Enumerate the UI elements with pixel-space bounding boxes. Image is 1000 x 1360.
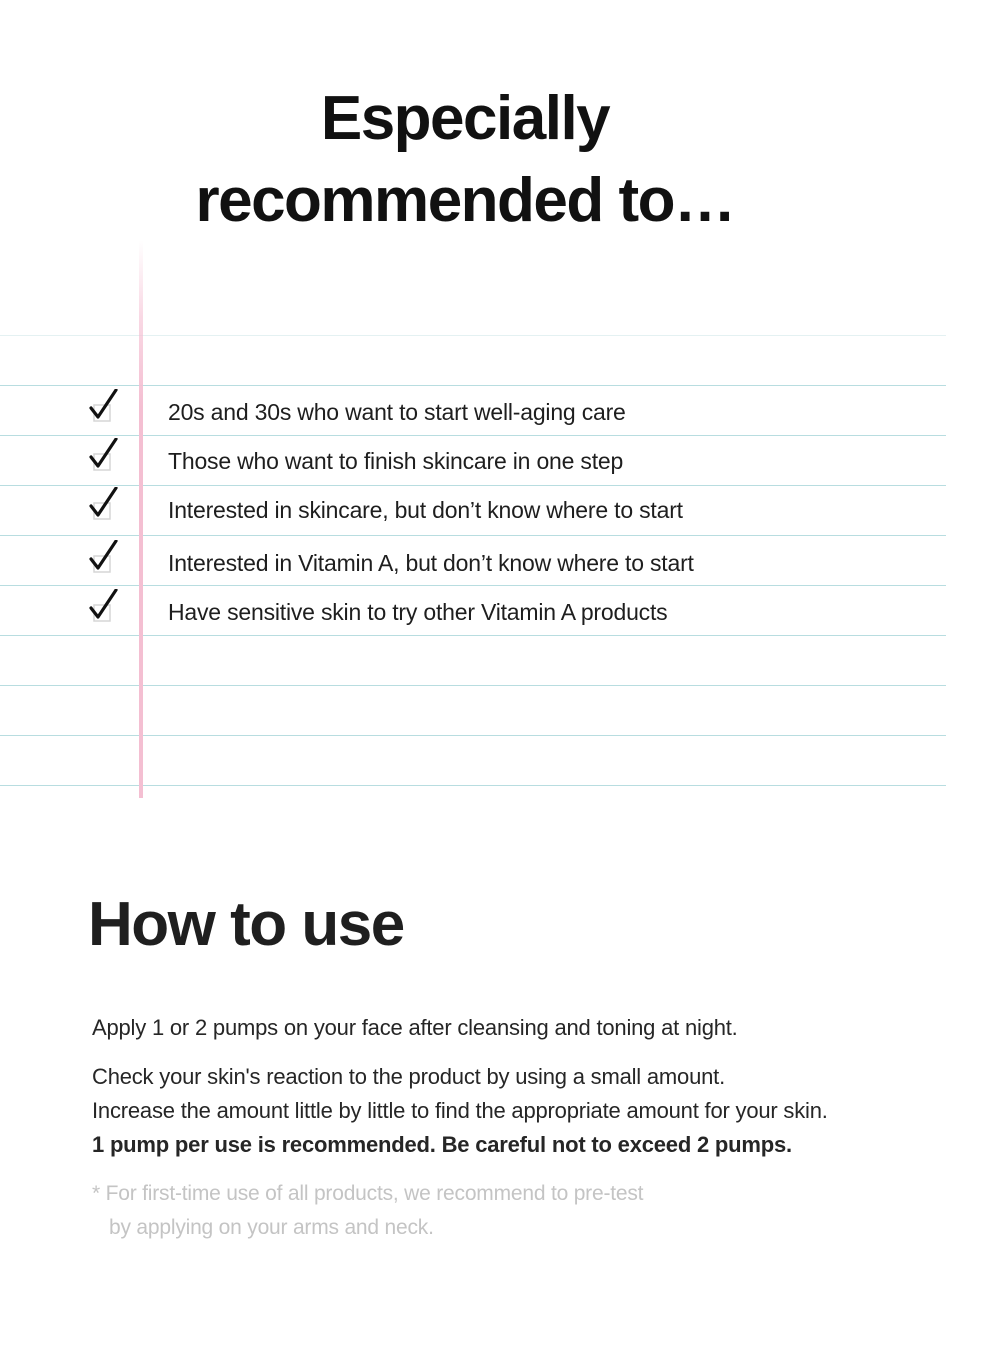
- checkmark-icon: [88, 540, 120, 576]
- checklist-item-label: Those who want to finish skincare in one step: [168, 448, 624, 474]
- how-to-use-paragraph-2-line-1: Check your skin's reaction to the product by using a small amount.: [92, 1064, 725, 1089]
- checklist-item: [0, 538, 946, 588]
- checklist-item: [0, 436, 946, 486]
- checklist-item-label: Interested in skincare, but don’t know where to start: [168, 497, 683, 523]
- checklist-item-label: Have sensitive skin to try other Vitamin A products: [168, 599, 668, 625]
- checklist-item: [0, 587, 946, 637]
- how-to-use-title: How to use: [88, 890, 404, 959]
- recommended-title: [0, 78, 930, 242]
- checkmark-icon: [88, 389, 120, 425]
- checklist-item-label: Interested in Vitamin A, but don’t know where to start: [168, 550, 694, 576]
- pretest-note: [92, 1177, 643, 1245]
- notebook-paper: [0, 240, 946, 800]
- how-to-use-paragraph-2: [92, 1060, 828, 1162]
- pretest-note-line-2: by applying on your arms and neck.: [109, 1216, 434, 1239]
- checklist-item: [0, 485, 946, 535]
- recommended-title-line2: recommended to…: [195, 166, 735, 235]
- checklist-item: [0, 387, 946, 437]
- checkmark-icon: [88, 438, 120, 474]
- how-to-use-recommendation: 1 pump per use is recommended. Be careful not to exceed 2 pumps.: [92, 1132, 792, 1157]
- how-to-use-paragraph-1: Apply 1 or 2 pumps on your face after cleansing and toning at night.: [92, 1015, 738, 1040]
- checklist-item-label: 20s and 30s who want to start well-aging care: [168, 399, 626, 425]
- pretest-note-line-1: * For first-time use of all products, we recommend to pre-test: [92, 1182, 644, 1205]
- checkmark-icon: [88, 487, 120, 523]
- checkmark-icon: [88, 589, 120, 625]
- how-to-use-paragraph-2-line-2: Increase the amount little by little to find the appropriate amount for your skin.: [92, 1098, 828, 1123]
- recommended-title-line1: Especially: [320, 84, 610, 153]
